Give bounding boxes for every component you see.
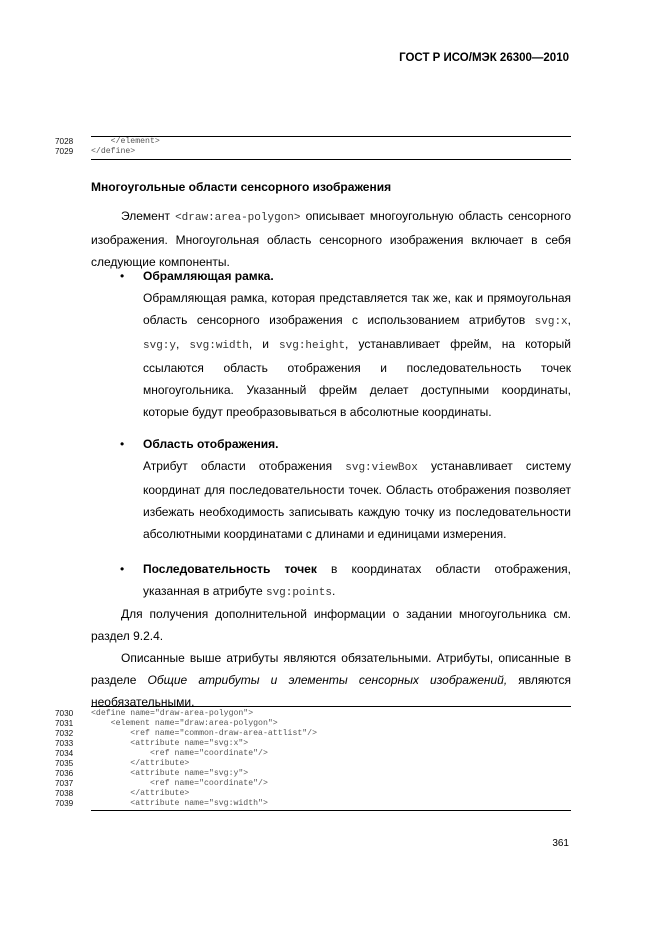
code-line xyxy=(55,729,571,739)
code-line xyxy=(55,789,571,799)
code-text: <attribute name="svg:x"> xyxy=(91,739,249,748)
text: Атрибут области отображения xyxy=(143,459,346,473)
code-line xyxy=(55,147,571,157)
bullet-title: Область отображения. xyxy=(143,437,279,451)
bullet-title: Обрамляющая рамка. xyxy=(143,269,274,283)
text: , и xyxy=(248,337,280,351)
code-text: </attribute> xyxy=(91,789,190,798)
line-number: 7033 xyxy=(55,739,74,748)
code-listing-bottom xyxy=(55,706,571,811)
text: Описанные выше атрибуты являются обязательными. Атрибуты, описанные в разделе xyxy=(91,651,571,687)
bullet-item-frame xyxy=(143,265,571,423)
code-line xyxy=(55,779,571,789)
text: Элемент xyxy=(121,209,176,223)
page-number: 361 xyxy=(552,838,569,849)
code-line xyxy=(55,709,571,719)
line-number: 7034 xyxy=(55,749,74,758)
code-text: </define> xyxy=(91,147,136,156)
code-top-rule xyxy=(91,706,571,707)
bullet-marker: • xyxy=(120,562,125,576)
bullet-marker: • xyxy=(120,437,125,451)
code-text: <element name="draw:area-polygon"> xyxy=(91,719,278,728)
line-number: 7032 xyxy=(55,729,74,738)
reference-paragraph: Для получения дополнительной информации о задании многоугольника см. раздел 9.2.4. xyxy=(91,607,571,643)
bullet-item-points xyxy=(143,558,571,604)
line-number: 7030 xyxy=(55,709,74,718)
code-line xyxy=(55,719,571,729)
attributes-paragraph xyxy=(91,647,571,713)
inline-code: svg:x xyxy=(534,316,568,328)
document-header: ГОСТ Р ИСО/МЭК 26300—2010 xyxy=(399,52,569,64)
bullet-item-viewbox xyxy=(143,433,571,545)
text: Обрамляющая рамка, которая представляется так же, как и прямоугольная область сенсорного изображения с использованием атрибутов xyxy=(143,291,571,327)
line-number: 7035 xyxy=(55,759,74,768)
line-number: 7037 xyxy=(55,779,74,788)
code-text: <attribute name="svg:width"> xyxy=(91,799,268,808)
text: , xyxy=(567,313,571,327)
code-line xyxy=(55,137,571,147)
text: , xyxy=(176,337,190,351)
text: описывает многоугольную область сенсорного изображения. Многоугольная область сенсорного изображения включает в себя следующие компоненты. xyxy=(91,209,571,269)
code-text: </attribute> xyxy=(91,759,190,768)
inline-code: svg:points xyxy=(265,587,332,599)
inline-code: <draw:area-polygon> xyxy=(175,212,301,224)
code-line xyxy=(55,739,571,749)
inline-code: svg:width xyxy=(189,340,249,352)
inline-code: svg:height xyxy=(279,340,346,352)
italic-reference: Общие атрибуты и элементы сенсорных изображений, xyxy=(147,673,508,687)
text: , устанавливает фрейм, на который ссылаются область отображения и последовательность точек многоугольника. Указанный фрейм делает доступными координаты, которые будут преобразовываться в абсолютные координаты. xyxy=(143,337,571,419)
text: . xyxy=(331,584,336,598)
code-bottom-rule xyxy=(91,159,571,160)
bullet-title: Последовательность точек xyxy=(143,562,317,576)
inline-code: svg:y xyxy=(143,340,177,352)
line-number: 7038 xyxy=(55,789,74,798)
code-text: <ref name="coordinate"/> xyxy=(91,749,268,758)
intro-paragraph xyxy=(91,205,571,273)
code-text: <ref name="common-draw-area-attlist"/> xyxy=(91,729,318,738)
code-line xyxy=(55,799,571,809)
code-text: <define name="draw-area-polygon"> xyxy=(91,709,254,718)
bullet-marker: • xyxy=(120,269,125,283)
code-text: </element> xyxy=(91,137,160,146)
line-number: 7031 xyxy=(55,719,74,728)
code-line xyxy=(55,749,571,759)
code-text: <ref name="coordinate"/> xyxy=(91,779,268,788)
line-number: 7028 xyxy=(55,137,74,146)
text: в координатах области отображения, указанная в атрибуте xyxy=(143,562,572,598)
line-number: 7039 xyxy=(55,799,74,808)
code-line xyxy=(55,769,571,779)
code-line xyxy=(55,759,571,769)
code-bottom-rule xyxy=(91,810,571,811)
code-text: <attribute name="svg:y"> xyxy=(91,769,249,778)
text: являются необязательными. xyxy=(91,673,571,709)
section-title: Многоугольные области сенсорного изображения xyxy=(91,180,392,194)
code-listing-top xyxy=(55,136,571,160)
text: устанавливает систему координат для последовательности точек. Область отображения позволяет избежать необходимость записывать каждую точку из последовательности абсолютными координатами с длинами и единицами измерения. xyxy=(143,459,571,541)
inline-code: svg:viewBox xyxy=(345,462,418,474)
line-number: 7036 xyxy=(55,769,74,778)
line-number: 7029 xyxy=(55,147,74,156)
